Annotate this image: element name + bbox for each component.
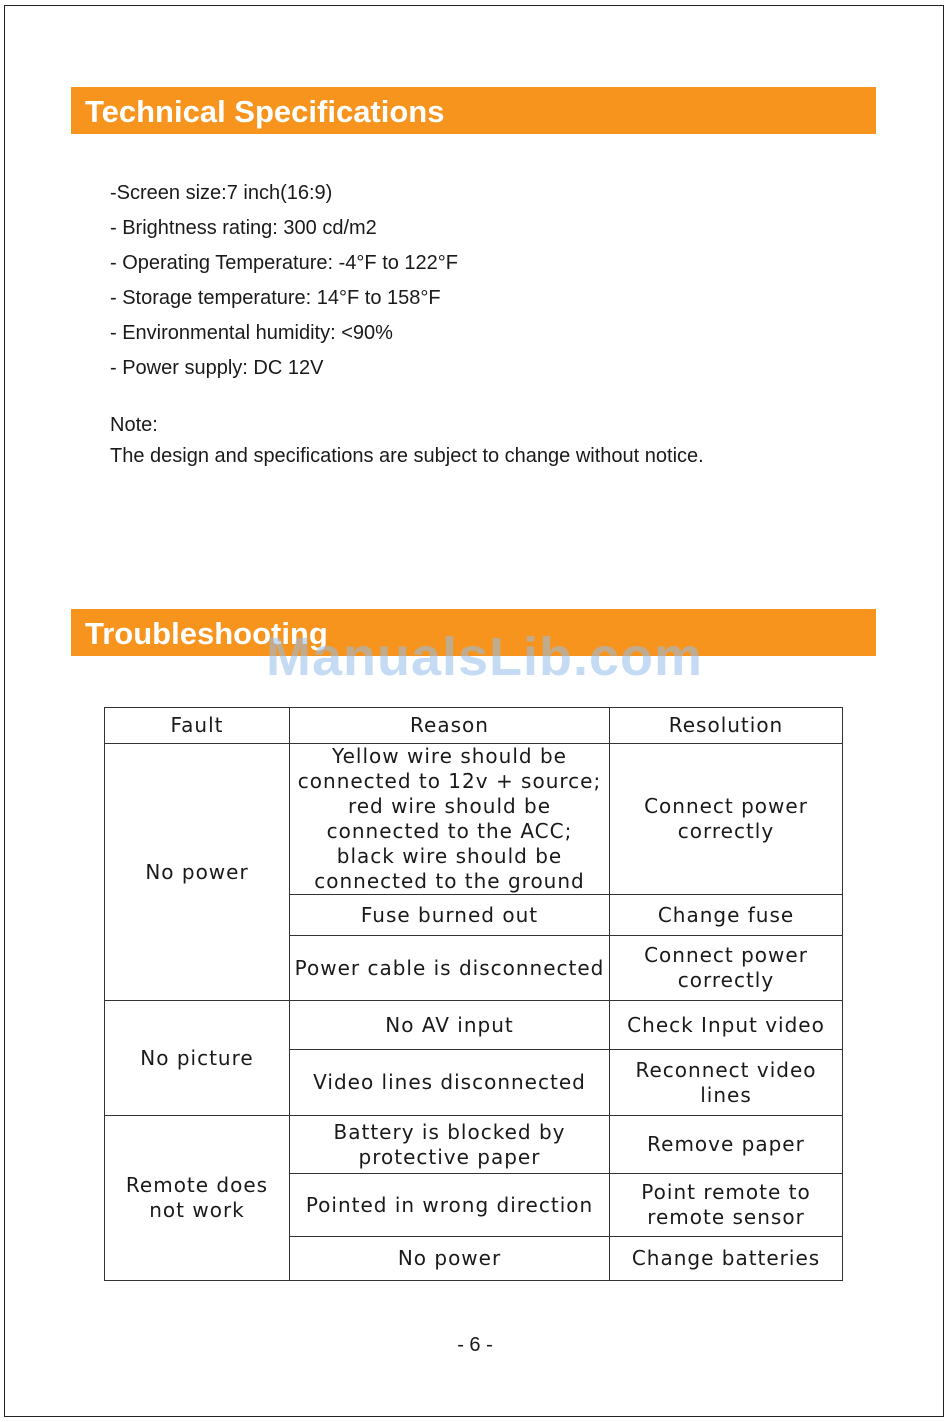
resolution-cell: Check Input video	[610, 1001, 843, 1050]
table-row	[105, 1001, 843, 1050]
fault-cell: Remote does not work	[105, 1116, 290, 1281]
spec-item: - Environmental humidity: <90%	[110, 322, 393, 344]
resolution-cell: Remove paper	[610, 1116, 843, 1174]
reason-cell: Power cable is disconnected	[290, 936, 610, 1001]
column-header: Fault	[105, 708, 290, 744]
fault-cell: No power	[105, 744, 290, 1001]
section-title: Troubleshooting	[85, 616, 328, 651]
technical-specifications-header	[71, 87, 876, 134]
resolution-cell: Connect power correctly	[610, 936, 843, 1001]
spec-item: - Brightness rating: 300 cd/m2	[110, 217, 377, 239]
column-header: Resolution	[610, 708, 843, 744]
column-header: Reason	[290, 708, 610, 744]
spec-item: - Storage temperature: 14°F to 158°F	[110, 287, 441, 309]
troubleshooting-table	[104, 707, 843, 1281]
reason-cell: No AV input	[290, 1001, 610, 1050]
reason-cell: Yellow wire should be connected to 12v + source; red wire should be connected to the ACC; black wire should be connected to the ground	[290, 744, 610, 895]
spec-item: -Screen size:7 inch(16:9)	[110, 182, 333, 204]
reason-cell: Pointed in wrong direction	[290, 1174, 610, 1237]
reason-cell: No power	[290, 1237, 610, 1281]
spec-item: - Operating Temperature: -4°F to 122°F	[110, 252, 459, 274]
watermark: ManualsLib.com	[266, 627, 704, 687]
fault-cell: No picture	[105, 1001, 290, 1116]
note-text: The design and specifications are subject to change without notice.	[110, 445, 704, 467]
page-number: - 6 -	[457, 1334, 493, 1356]
reason-cell: Battery is blocked by protective paper	[290, 1116, 610, 1174]
table-header-row	[105, 708, 843, 744]
section-title: Technical Specifications	[85, 94, 445, 129]
table-row	[105, 1116, 843, 1174]
reason-cell: Video lines disconnected	[290, 1050, 610, 1116]
table-row	[105, 744, 843, 895]
resolution-cell: Change batteries	[610, 1237, 843, 1281]
resolution-cell: Reconnect video lines	[610, 1050, 843, 1116]
spec-item: - Power supply: DC 12V	[110, 357, 324, 379]
note-label: Note:	[110, 414, 158, 436]
resolution-cell: Connect power correctly	[610, 744, 843, 895]
reason-cell: Fuse burned out	[290, 895, 610, 936]
resolution-cell: Point remote to remote sensor	[610, 1174, 843, 1237]
resolution-cell: Change fuse	[610, 895, 843, 936]
spec-list	[110, 179, 458, 389]
